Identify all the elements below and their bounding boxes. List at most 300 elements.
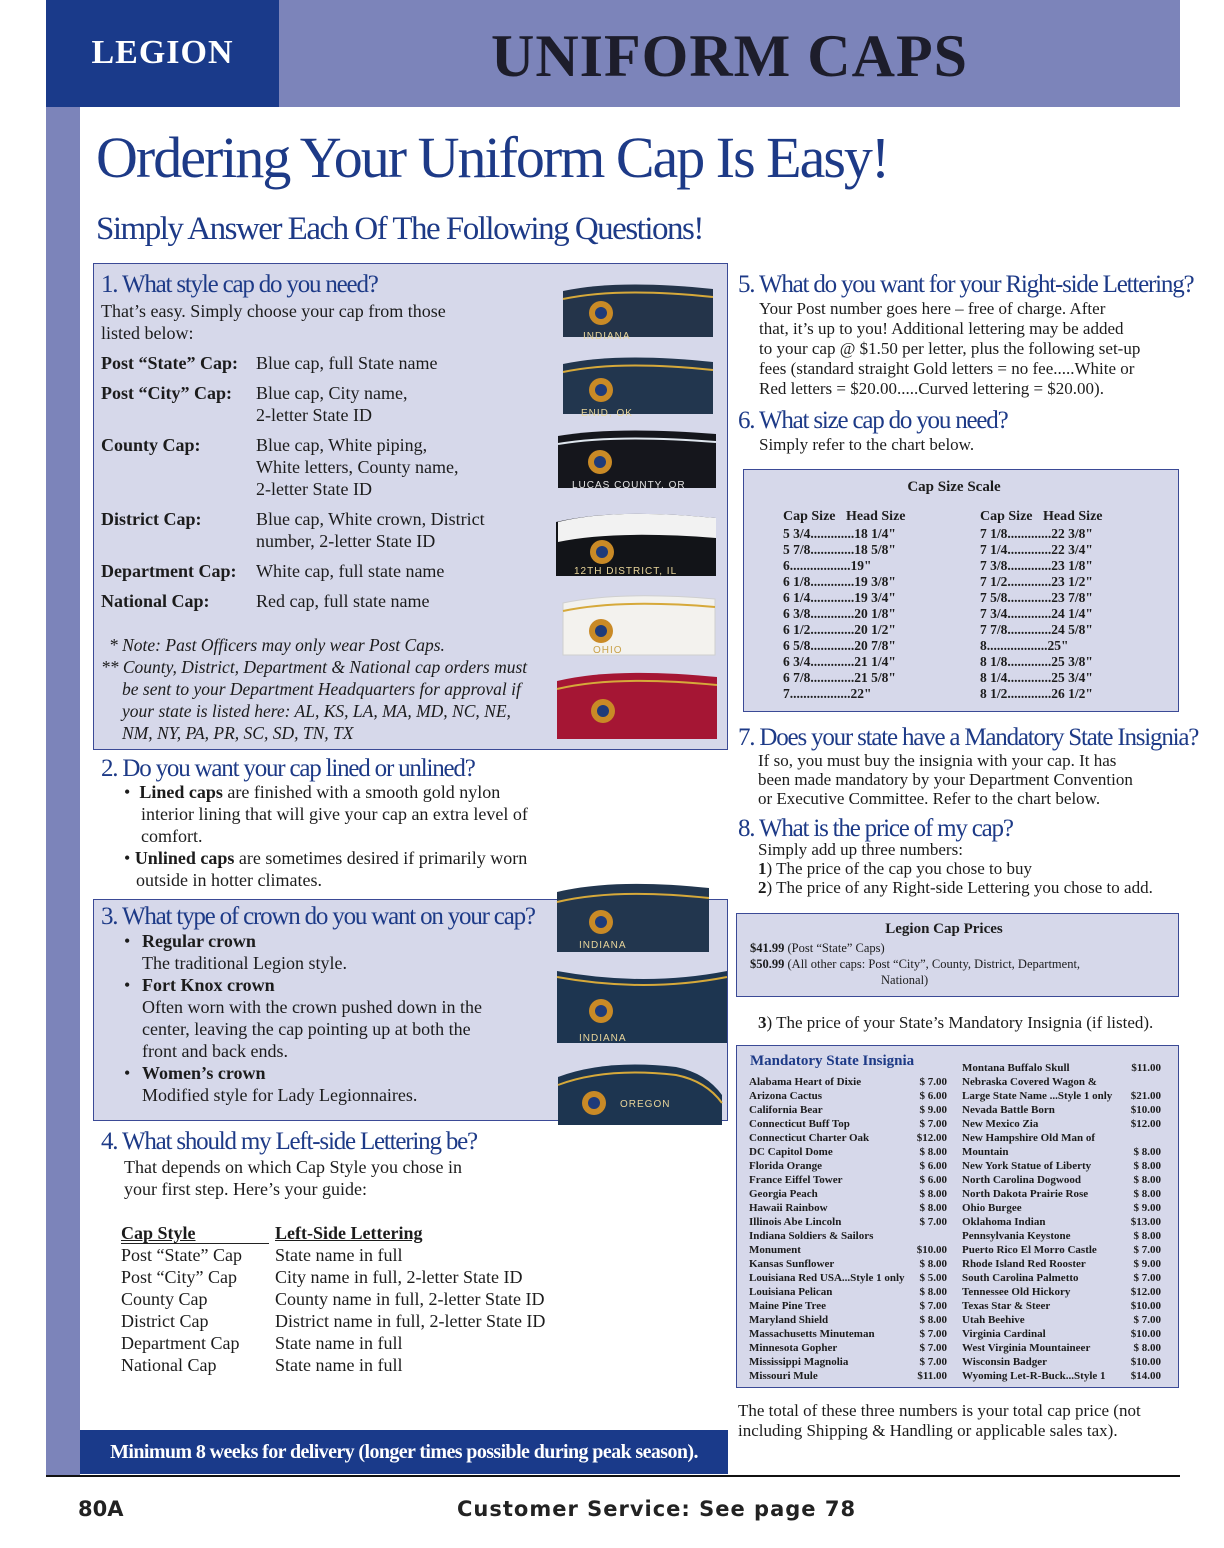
insignia-price: $ 8.00 <box>919 1202 947 1214</box>
insignia-name: Maine Pine Tree <box>749 1300 826 1312</box>
table-cell: State name in full <box>275 1355 403 1375</box>
price-row <box>750 940 1080 956</box>
crown-women: Women’s crown <box>142 1063 266 1083</box>
q5-body <box>759 299 1140 399</box>
insignia-row <box>749 1355 947 1369</box>
size-row: 6 7/8.............21 5/8" <box>783 670 896 685</box>
crown-desc: center, leaving the cap pointing up at both the <box>142 1019 471 1039</box>
insignia-name: Nebraska Covered Wagon & <box>962 1076 1097 1088</box>
lined-line: • Lined caps are finished with a smooth gold nylon <box>124 782 501 802</box>
insignia-price: $13.00 <box>1130 1216 1161 1228</box>
step-text: ) The price of the cap you chose to buy <box>766 859 1032 878</box>
insignia-name: New Hampshire Old Man of <box>962 1132 1096 1144</box>
table-cell: District Cap <box>121 1311 209 1331</box>
size-row: 7 5/8.............23 7/8" <box>980 590 1093 605</box>
insignia-row <box>962 1271 1161 1285</box>
bullet-icon: • <box>124 931 131 951</box>
style-desc: Blue cap, White piping, <box>256 435 428 455</box>
insignia-price: $ 9.00 <box>1133 1258 1161 1270</box>
cap-label: ENID, OK <box>581 408 633 419</box>
size-row: 8 1/4.............25 3/4" <box>980 670 1093 685</box>
unlined-label: Unlined caps <box>134 848 235 868</box>
insignia-price: $14.00 <box>1130 1370 1161 1382</box>
page-title: UNIFORM CAPS <box>491 23 968 89</box>
size-row: 6 3/4.............21 1/4" <box>783 654 896 669</box>
page-number: 80A <box>78 1497 124 1521</box>
q3-heading: 3. What type of crown do you want on your cap? <box>101 903 535 930</box>
insignia-price: $ 7.00 <box>919 1342 947 1354</box>
insignia-name: Maryland Shield <box>749 1314 829 1326</box>
unlined-text: outside in hotter climates. <box>136 870 322 890</box>
q3-body <box>124 930 482 1106</box>
insignia-row <box>962 1341 1161 1355</box>
delivery-banner <box>80 1430 728 1474</box>
size-row: 7 3/8.............23 1/8" <box>980 558 1093 573</box>
insignia-row <box>962 1145 1161 1159</box>
insignia-name: Missouri Mule <box>749 1370 818 1382</box>
insignia-row <box>749 1229 947 1243</box>
col-head-size: Head Size <box>846 509 906 524</box>
insignia-price: $ 8.00 <box>919 1188 947 1200</box>
cap-label: LUCAS COUNTY, OR <box>572 480 686 491</box>
insignia-name: Pennsylvania Keystone <box>962 1230 1071 1242</box>
price-desc: (Post “State” Caps) <box>784 941 885 955</box>
crown-desc: Often worn with the crown pushed down in the <box>142 997 482 1017</box>
insignia-name: Montana Buffalo Skull <box>962 1062 1070 1074</box>
cap-department-image <box>559 589 719 659</box>
insignia-row <box>749 1243 947 1257</box>
step-text: ) The price of your State’s Mandatory Insignia (if listed). <box>766 1013 1154 1032</box>
insignia-title: Mandatory State Insignia <box>750 1053 915 1069</box>
cap-label: INDIANA <box>579 1033 627 1044</box>
insignia-name: Massachusetts Minuteman <box>749 1328 875 1340</box>
insignia-row <box>962 1243 1161 1257</box>
q7-line: If so, you must buy the insignia with your cap. It has <box>758 751 1117 770</box>
size-scale-title: Cap Size Scale <box>907 479 1001 495</box>
price-desc: (All other caps: Post “City”, County, District, Department, <box>784 957 1081 971</box>
note-line: ** County, District, Department & National cap orders must <box>101 657 528 677</box>
q5-line: Your Post number goes here – free of charge. After <box>759 299 1106 318</box>
note-line: NM, NY, PA, PR, SC, SD, TN, TX <box>122 723 354 743</box>
subheadline: Simply Answer Each Of The Following Questions! <box>96 211 703 247</box>
insignia-name: Mississippi Magnolia <box>749 1356 849 1368</box>
insignia-price: $ 7.00 <box>1133 1272 1161 1284</box>
insignia-name: Wyoming Let-R-Buck...Style 1 <box>962 1370 1106 1382</box>
prices-list <box>750 940 1080 988</box>
cap-label: 12TH DISTRICT, IL <box>574 566 678 577</box>
cap-post-city-image <box>559 350 717 420</box>
insignia-name: West Virginia Mountaineer <box>962 1342 1091 1354</box>
q1-intro <box>101 300 446 344</box>
insignia-row <box>962 1075 1161 1089</box>
q1-intro-line: listed below: <box>101 323 194 343</box>
crown-regular: Regular crown <box>142 931 256 951</box>
insignia-price: $10.00 <box>1130 1356 1161 1368</box>
size-row: 8..................25" <box>980 638 1069 653</box>
insignia-row <box>962 1103 1161 1117</box>
insignia-price: $ 7.00 <box>919 1216 947 1228</box>
insignia-name: Minnesota Gopher <box>749 1342 838 1354</box>
q7-heading: 7. Does your state have a Mandatory State Insignia? <box>738 724 1199 751</box>
cap-womens-crown-image <box>556 1059 724 1129</box>
insignia-name: Indiana Soldiers & Sailors <box>749 1230 874 1242</box>
style-name: Post “State” Cap: <box>101 353 238 373</box>
total-note-line: including Shipping & Handling or applicable sales tax). <box>738 1421 1118 1440</box>
size-row: 7 1/2.............23 1/2" <box>980 574 1093 589</box>
price-row <box>750 956 1080 972</box>
size-row: 7 3/4.............24 1/4" <box>980 606 1093 621</box>
q5-heading: 5. What do you want for your Right-side Lettering? <box>738 271 1194 298</box>
insignia-price: $ 7.00 <box>919 1300 947 1312</box>
insignia-name: New Mexico Zia <box>962 1118 1039 1130</box>
style-desc: 2-letter State ID <box>256 405 372 425</box>
insignia-row <box>749 1103 947 1117</box>
crown-knox: Fort Knox crown <box>142 975 275 995</box>
unlined-line: • Unlined caps are sometimes desired if primarily worn <box>124 848 528 868</box>
insignia-row <box>962 1327 1161 1341</box>
table-cell: State name in full <box>275 1333 403 1353</box>
header-title-block <box>279 0 1180 107</box>
insignia-name: Arizona Cactus <box>749 1090 823 1102</box>
insignia-price: $ 5.00 <box>919 1272 947 1284</box>
style-name: National Cap: <box>101 591 210 611</box>
size-row: 8 1/2.............26 1/2" <box>980 686 1093 701</box>
insignia-name: California Bear <box>749 1104 823 1116</box>
bullet-icon: • <box>124 1063 131 1083</box>
note-line: your state is listed here: AL, KS, LA, MA, MD, NC, NE, <box>122 701 511 721</box>
insignia-price: $ 7.00 <box>919 1076 947 1088</box>
insignia-name: France Eiffel Tower <box>749 1174 843 1186</box>
size-row: 7 1/8.............22 3/8" <box>980 526 1093 541</box>
insignia-name: South Carolina Palmetto <box>962 1272 1079 1284</box>
insignia-price: $ 6.00 <box>919 1090 947 1102</box>
insignia-row <box>962 1173 1161 1187</box>
header-category: LEGION <box>91 34 234 71</box>
insignia-name: Oklahoma Indian <box>962 1216 1046 1228</box>
column-header: Left-Side Lettering <box>275 1223 423 1243</box>
insignia-price: $ 7.00 <box>1133 1314 1161 1326</box>
table-cell: City name in full, 2-letter State ID <box>275 1267 523 1287</box>
insignia-row <box>749 1285 947 1299</box>
lined-label: Lined caps <box>139 782 223 802</box>
insignia-price: $ 8.00 <box>919 1146 947 1158</box>
size-list-right <box>980 526 1093 702</box>
insignia-row <box>749 1271 947 1285</box>
unlined-text: are sometimes desired if primarily worn <box>234 848 528 868</box>
insignia-name: North Dakota Prairie Rose <box>962 1188 1089 1200</box>
insignia-price: $ 8.00 <box>919 1314 947 1326</box>
q6-heading: 6. What size cap do you need? <box>738 407 1008 434</box>
insignia-name: Louisiana Pelican <box>749 1286 833 1298</box>
cap-national-image <box>555 665 721 743</box>
q8-line <box>758 859 1153 878</box>
insignia-row <box>749 1369 947 1383</box>
insignia-price: $ 8.00 <box>1133 1230 1161 1242</box>
insignia-row <box>962 1355 1161 1369</box>
insignia-row <box>749 1187 947 1201</box>
cap-fort-knox-image <box>555 967 729 1047</box>
style-desc: White cap, full state name <box>256 561 445 581</box>
insignia-price: $12.00 <box>1130 1118 1161 1130</box>
style-desc: Blue cap, White crown, District <box>256 509 485 529</box>
style-name: Post “City” Cap: <box>101 383 232 403</box>
size-row: 7 1/4.............22 3/4" <box>980 542 1093 557</box>
crown-desc: Modified style for Lady Legionnaires. <box>142 1085 418 1105</box>
q4-intro <box>124 1156 462 1200</box>
insignia-row <box>962 1369 1161 1383</box>
price-desc: National) <box>881 973 929 987</box>
insignia-name: DC Capitol Dome <box>749 1146 833 1158</box>
insignia-name: Ohio Burgee <box>962 1202 1022 1214</box>
insignia-row <box>749 1215 947 1229</box>
insignia-name: Virginia Cardinal <box>962 1328 1046 1340</box>
q8-line: Simply add up three numbers: <box>758 840 963 859</box>
insignia-row <box>749 1131 947 1145</box>
insignia-name: Mountain <box>962 1146 1009 1158</box>
size-row: 7..................22" <box>783 686 872 701</box>
insignia-name: Louisiana Red USA...Style 1 only <box>749 1272 905 1284</box>
insignia-row <box>749 1327 947 1341</box>
insignia-price: $ 8.00 <box>1133 1160 1161 1172</box>
q4-intro-line: your first step. Here’s your guide: <box>124 1179 367 1199</box>
insignia-price: $ 7.00 <box>919 1328 947 1340</box>
insignia-name: Utah Beehive <box>962 1314 1025 1326</box>
insignia-name: Connecticut Buff Top <box>749 1118 850 1130</box>
insignia-name: Illinois Abe Lincoln <box>749 1216 842 1228</box>
size-row: 6 5/8.............20 7/8" <box>783 638 896 653</box>
insignia-price: $ 8.00 <box>1133 1188 1161 1200</box>
style-desc: White letters, County name, <box>256 457 459 477</box>
q5-line: fees (standard straight Gold letters = no fee.....White or <box>759 359 1135 378</box>
price-value: $41.99 <box>750 941 785 955</box>
step-number: 1 <box>758 859 767 878</box>
style-desc: Red cap, full state name <box>256 591 430 611</box>
insignia-row <box>749 1341 947 1355</box>
crown-desc: The traditional Legion style. <box>142 953 347 973</box>
table-cell: County name in full, 2-letter State ID <box>275 1289 545 1309</box>
size-row: 6 3/8.............20 1/8" <box>783 606 896 621</box>
insignia-price: $10.00 <box>916 1244 947 1256</box>
insignia-row <box>962 1061 1161 1075</box>
size-list-left <box>783 526 896 702</box>
size-row: 5 7/8.............18 5/8" <box>783 542 896 557</box>
insignia-row <box>962 1187 1161 1201</box>
q1-notes <box>101 634 527 744</box>
style-desc: 2-letter State ID <box>256 479 372 499</box>
style-desc: Blue cap, full State name <box>256 353 438 373</box>
insignia-name: Rhode Island Red Rooster <box>962 1258 1086 1270</box>
prices-title: Legion Cap Prices <box>885 921 1003 937</box>
step-text: ) The price of any Right-side Lettering you chose to add. <box>766 878 1153 897</box>
table-cell: Department Cap <box>121 1333 240 1353</box>
footer-rule <box>46 1475 1180 1477</box>
delivery-note: Minimum 8 weeks for delivery (longer times possible during peak season). <box>110 1441 698 1463</box>
q1-heading: 1. What style cap do you need? <box>101 271 378 298</box>
q2-heading: 2. Do you want your cap lined or unlined? <box>101 755 475 782</box>
insignia-row <box>749 1145 947 1159</box>
insignia-price: $10.00 <box>1130 1104 1161 1116</box>
insignia-price: $10.00 <box>1130 1300 1161 1312</box>
insignia-name: Georgia Peach <box>749 1188 818 1200</box>
cap-label: OHIO <box>593 645 623 656</box>
insignia-row <box>962 1131 1161 1145</box>
table-cell: National Cap <box>121 1355 217 1375</box>
insignia-name: Monument <box>749 1244 801 1256</box>
insignia-row <box>749 1173 947 1187</box>
cap-label: INDIANA <box>579 940 627 951</box>
insignia-row <box>962 1117 1161 1131</box>
insignia-name: Puerto Rico El Morro Castle <box>962 1244 1097 1256</box>
size-col-header <box>783 509 906 525</box>
q1-intro-line: That’s easy. Simply choose your cap from those <box>101 301 446 321</box>
insignia-price: $ 7.00 <box>1133 1244 1161 1256</box>
insignia-name: Tennessee Old Hickory <box>962 1286 1071 1298</box>
step-number: 3 <box>758 1013 767 1032</box>
insignia-row <box>749 1257 947 1271</box>
insignia-name: North Carolina Dogwood <box>962 1174 1081 1186</box>
lined-text: interior lining that will give your cap an extra level of <box>141 804 528 824</box>
insignia-row <box>962 1215 1161 1229</box>
insignia-price: $ 6.00 <box>919 1160 947 1172</box>
q4-intro-line: That depends on which Cap Style you chose in <box>124 1157 462 1177</box>
table-cell: Post “City” Cap <box>121 1267 237 1287</box>
insignia-name: Wisconsin Badger <box>962 1356 1048 1368</box>
total-note <box>738 1401 1141 1441</box>
q5-line: Red letters = $20.00.....Curved lettering = $20.00). <box>759 379 1104 398</box>
insignia-price: $12.00 <box>1130 1286 1161 1298</box>
insignia-row <box>749 1117 947 1131</box>
insignia-row <box>962 1257 1161 1271</box>
q4-heading: 4. What should my Left-side Lettering be? <box>101 1128 477 1155</box>
underline-rule <box>121 1221 269 1244</box>
insignia-name: Kansas Sunflower <box>749 1258 835 1270</box>
insignia-row <box>749 1299 947 1313</box>
cap-county-image <box>556 424 718 492</box>
step-number: 2 <box>758 878 767 897</box>
insignia-name: Nevada Battle Born <box>962 1104 1055 1116</box>
col-head-size: Head Size <box>1043 509 1103 524</box>
insignia-price: $ 7.00 <box>919 1356 947 1368</box>
insignia-price: $ 8.00 <box>1133 1174 1161 1186</box>
insignia-list-left <box>749 1075 947 1383</box>
insignia-row <box>749 1159 947 1173</box>
header-category-block <box>46 0 279 107</box>
q7-line: been made mandatory by your Department Convention <box>758 770 1133 789</box>
lined-text: are finished with a smooth gold nylon <box>222 782 501 802</box>
col-cap-style: Cap Style <box>121 1223 196 1243</box>
table-cell: State name in full <box>275 1245 403 1265</box>
insignia-price: $ 7.00 <box>919 1118 947 1130</box>
style-name: District Cap: <box>101 509 202 529</box>
cap-label: INDIANA <box>583 331 631 342</box>
size-row: 6 1/4.............19 3/4" <box>783 590 896 605</box>
insignia-price: $10.00 <box>1130 1328 1161 1340</box>
insignia-row <box>962 1285 1161 1299</box>
cap-label: OREGON <box>620 1099 671 1110</box>
insignia-row <box>749 1313 947 1327</box>
insignia-name: Florida Orange <box>749 1160 823 1172</box>
q8-line <box>758 878 1153 897</box>
insignia-row <box>749 1075 947 1089</box>
q7-line: or Executive Committee. Refer to the chart below. <box>758 789 1101 808</box>
customer-service-note: Customer Service: See page 78 <box>457 1497 857 1521</box>
insignia-row <box>962 1299 1161 1313</box>
q7-body <box>758 751 1133 808</box>
insignia-row <box>749 1089 947 1103</box>
note-line: be sent to your Department Headquarters for approval if <box>122 679 521 699</box>
lined-text: comfort. <box>141 826 203 846</box>
col-cap-size: Cap Size <box>980 509 1033 524</box>
insignia-price: $ 8.00 <box>1133 1342 1161 1354</box>
q8-step3 <box>758 1012 1153 1034</box>
insignia-name: Connecticut Charter Oak <box>749 1132 870 1144</box>
insignia-name: New York Statue of Liberty <box>962 1160 1092 1172</box>
insignia-price: $ 8.00 <box>1133 1146 1161 1158</box>
insignia-name: Alabama Heart of Dixie <box>749 1076 862 1088</box>
insignia-price: $12.00 <box>916 1132 947 1144</box>
insignia-price: $ 9.00 <box>919 1104 947 1116</box>
insignia-list-right <box>962 1061 1161 1383</box>
total-note-line: The total of these three numbers is your total cap price (not <box>738 1401 1141 1420</box>
headline: Ordering Your Uniform Cap Is Easy! <box>96 125 889 190</box>
price-value: $50.99 <box>750 957 785 971</box>
cap-regular-crown-image <box>555 876 713 956</box>
table-cell: Post “State” Cap <box>121 1245 242 1265</box>
size-row: 5 3/4.............18 1/4" <box>783 526 896 541</box>
insignia-name: Texas Star & Steer <box>962 1300 1051 1312</box>
style-desc: Blue cap, City name, <box>256 383 408 403</box>
insignia-price: $ 6.00 <box>919 1174 947 1186</box>
q5-line: that, it’s up to you! Additional lettering may be added <box>759 319 1124 338</box>
q8-body <box>758 840 1153 897</box>
insignia-price: $ 8.00 <box>919 1286 947 1298</box>
insignia-name: Large State Name ...Style 1 only <box>962 1090 1113 1102</box>
style-name: County Cap: <box>101 435 201 455</box>
insignia-name: Hawaii Rainbow <box>749 1202 828 1214</box>
note-line: * Note: Past Officers may only wear Post Caps. <box>109 635 445 655</box>
insignia-row <box>962 1313 1161 1327</box>
q6-body: Simply refer to the chart below. <box>759 435 975 454</box>
size-row: 6 1/2.............20 1/2" <box>783 622 896 637</box>
size-row: 8 1/8.............25 3/8" <box>980 654 1093 669</box>
insignia-row <box>962 1159 1161 1173</box>
table-cell: County Cap <box>121 1289 208 1309</box>
insignia-row <box>962 1089 1161 1103</box>
cap-post-state-image <box>559 277 717 345</box>
insignia-price: $21.00 <box>1130 1090 1161 1102</box>
q8-heading: 8. What is the price of my cap? <box>738 815 1013 842</box>
size-col-header <box>980 509 1103 525</box>
insignia-price: $11.00 <box>917 1370 947 1382</box>
col-cap-size: Cap Size <box>783 509 836 524</box>
insignia-row <box>962 1201 1161 1215</box>
bullet-icon: • <box>124 975 131 995</box>
cap-district-image <box>554 508 720 580</box>
size-row: 7 7/8.............24 5/8" <box>980 622 1093 637</box>
style-desc: number, 2-letter State ID <box>256 531 436 551</box>
q5-line: to your cap @ $1.50 per letter, plus the following set-up <box>759 339 1141 358</box>
insignia-price: $ 9.00 <box>1133 1202 1161 1214</box>
insignia-price: $11.00 <box>1131 1062 1161 1074</box>
size-row: 6..................19" <box>783 558 872 573</box>
q2-body <box>124 781 528 891</box>
table-cell: District name in full, 2-letter State ID <box>275 1311 546 1331</box>
size-row: 6 1/8.............19 3/8" <box>783 574 896 589</box>
insignia-price: $ 8.00 <box>919 1258 947 1270</box>
crown-desc: front and back ends. <box>142 1041 288 1061</box>
insignia-row <box>962 1229 1161 1243</box>
left-accent-bar <box>46 107 80 1475</box>
